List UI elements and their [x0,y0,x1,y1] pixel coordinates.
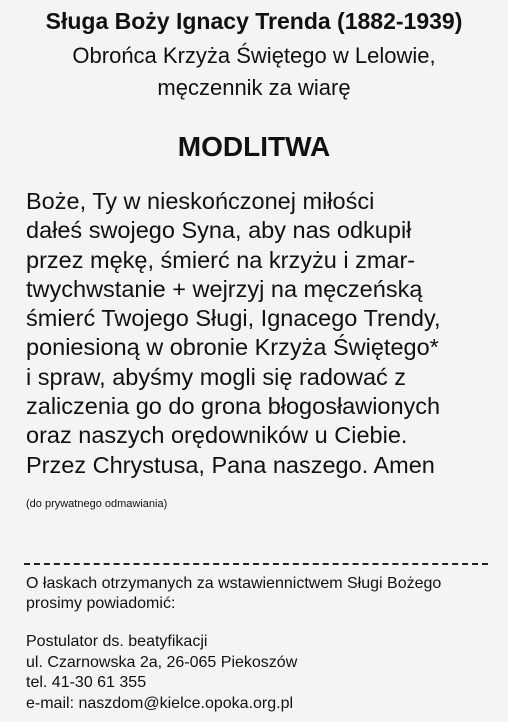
prayer-line: zaliczenia go do grona błogosławionych [26,393,441,420]
contact-block [26,632,496,714]
prayer-line: Boże, Ty w nieskończonej miłości [26,188,375,214]
prayer-line: i spraw, abyśmy mogli się radować z [26,363,407,390]
prayer-note: (do prywatnego odmawiania) [26,498,168,510]
prayer-line: poniesioną w obronie Krzyża Świętego* [26,334,439,361]
contact-address: ul. Czarnowska 2a, 26-065 Piekoszów [26,653,298,671]
prayer-text [26,187,506,480]
contact-postulator: Postulator ds. beatyfikacji [26,633,208,650]
request-line: O łaskach otrzymanych za wstawiennictwem Sługi Bożego [26,575,442,592]
prayer-line: Przez Chrystusa, Pana naszego. Amen [26,451,435,478]
prayer-line: śmierć Twojego Sługi, Ignacego Trendy, [26,305,441,332]
dashed-divider [24,563,488,565]
prayer-line: oraz naszych orędowników u Ciebie. [26,422,408,449]
subtitle-line: męczennik za wiarę [157,75,351,100]
prayer-line: dałeś swojego Syna, aby nas odkupił [26,217,412,244]
contact-phone: tel. 41-30 61 355 [26,674,147,691]
subtitle-line: Obrońca Krzyża Świętego w Lelowie, [72,43,436,68]
card-subtitle [0,40,508,104]
prayer-line: twychwstanie + wejrzyj na męczeńską [26,275,423,302]
prayer-heading: MODLITWA [177,131,331,162]
contact-email: e-mail: naszdom@kielce.opoka.org.pl [26,694,294,712]
request-line: prosimy powiadomić: [26,595,176,612]
prayer-line: przez mękę, śmierć na krzyżu i zmar- [26,246,416,273]
grace-request [26,574,496,614]
card-title: Sługa Boży Ignacy Trenda (1882-1939) [45,8,463,34]
